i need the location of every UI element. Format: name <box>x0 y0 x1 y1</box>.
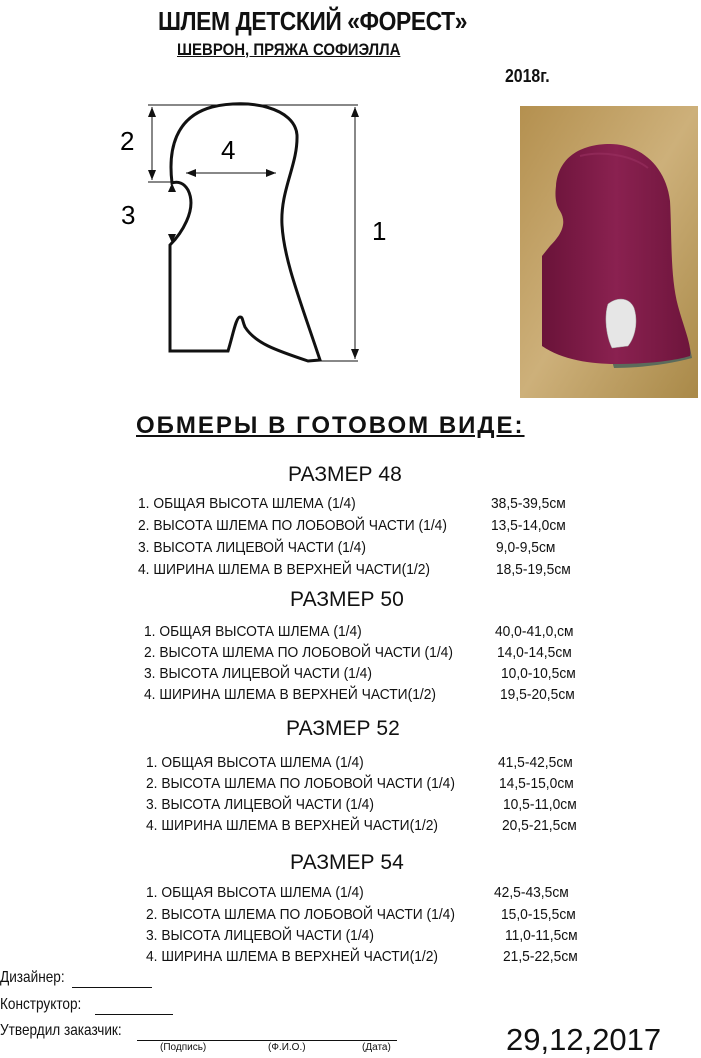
constructor-label: Конструктор: <box>0 996 82 1013</box>
size-52-row-2 <box>146 775 606 795</box>
row-label: 2. ВЫСОТА ШЛЕМА ПО ЛОБОВОЙ ЧАСТИ (1/4) <box>144 644 453 661</box>
row-value: 14,5-15,0см <box>499 775 574 792</box>
designer-label: Дизайнер: <box>0 969 65 986</box>
size-48-row-4 <box>138 561 598 581</box>
row-value: 21,5-22,5см <box>503 948 578 965</box>
diagram-label-2: 2 <box>120 126 135 156</box>
row-label: 4. ШИРИНА ШЛЕМА В ВЕРХНЕЙ ЧАСТИ(1/2) <box>144 686 436 703</box>
row-value: 19,5-20,5см <box>500 686 575 703</box>
care-tag <box>606 299 636 348</box>
size-50-row-3 <box>144 665 604 685</box>
row-label: 4. ШИРИНА ШЛЕМА В ВЕРХНЕЙ ЧАСТИ(1/2) <box>138 561 430 578</box>
signature-caption: (Подпись) <box>160 1042 207 1053</box>
name-caption: (Ф.И.О.) <box>268 1042 306 1053</box>
row-label: 1. ОБЩАЯ ВЫСОТА ШЛЕМА (1/4) <box>146 884 364 901</box>
arrow-1-bottom <box>351 349 359 359</box>
size-52-row-4 <box>146 817 606 837</box>
size-52-row-3 <box>146 796 606 816</box>
row-label: 3. ВЫСОТА ЛИЦЕВОЙ ЧАСТИ (1/4) <box>138 539 366 556</box>
document-title: ШЛЕМ ДЕТСКИЙ «ФОРЕСТ» <box>158 6 467 36</box>
row-value: 13,5-14,0см <box>491 517 566 534</box>
arrow-1-top <box>351 107 359 117</box>
date-caption: (Дата) <box>362 1042 391 1053</box>
size-50-row-2 <box>144 644 604 664</box>
approved-label: Утвердил заказчик: <box>0 1022 122 1039</box>
row-label: 3. ВЫСОТА ЛИЦЕВОЙ ЧАСТИ (1/4) <box>146 796 374 813</box>
size-54-row-1 <box>146 884 606 904</box>
size-48-row-3 <box>138 539 598 559</box>
row-value: 42,5-43,5см <box>494 884 569 901</box>
size-54-row-2 <box>146 906 606 926</box>
row-label: 2. ВЫСОТА ШЛЕМА ПО ЛОБОВОЙ ЧАСТИ (1/4) <box>138 517 447 534</box>
row-label: 1. ОБЩАЯ ВЫСОТА ШЛЕМА (1/4) <box>146 754 364 771</box>
size-48-row-2 <box>138 517 598 537</box>
row-label: 3. ВЫСОТА ЛИЦЕВОЙ ЧАСТИ (1/4) <box>144 665 372 682</box>
row-label: 4. ШИРИНА ШЛЕМА В ВЕРХНЕЙ ЧАСТИ(1/2) <box>146 948 438 965</box>
approved-line <box>137 1040 397 1041</box>
size-54-row-4 <box>146 948 606 968</box>
row-value: 14,0-14,5см <box>497 644 572 661</box>
row-value: 18,5-19,5см <box>496 561 571 578</box>
row-value: 20,5-21,5см <box>502 817 577 834</box>
row-value: 40,0-41,0,см <box>495 623 574 640</box>
size-54-title: РАЗМЕР 54 <box>290 851 404 874</box>
row-value: 10,0-10,5см <box>501 665 576 682</box>
size-50-row-1 <box>144 623 604 643</box>
row-value: 10,5-11,0см <box>503 796 577 813</box>
size-48-row-1 <box>138 495 598 515</box>
document-date: 29,12,2017 <box>506 1022 662 1057</box>
row-value: 11,0-11,5см <box>505 927 578 944</box>
diagram-label-4: 4 <box>221 135 236 165</box>
document-year: 2018г. <box>505 66 550 86</box>
row-value: 9,0-9,5см <box>496 539 556 556</box>
row-value: 38,5-39,5см <box>491 495 566 512</box>
row-label: 1. ОБЩАЯ ВЫСОТА ШЛЕМА (1/4) <box>144 623 362 640</box>
size-54-row-3 <box>146 927 606 947</box>
row-value: 41,5-42,5см <box>498 754 573 771</box>
row-label: 2. ВЫСОТА ШЛЕМА ПО ЛОБОВОЙ ЧАСТИ (1/4) <box>146 906 455 923</box>
size-52-title: РАЗМЕР 52 <box>286 717 400 740</box>
size-50-title: РАЗМЕР 50 <box>290 588 404 611</box>
size-48-title: РАЗМЕР 48 <box>288 463 402 486</box>
row-label: 1. ОБЩАЯ ВЫСОТА ШЛЕМА (1/4) <box>138 495 356 512</box>
row-value: 15,0-15,5см <box>501 906 576 923</box>
size-52-row-1 <box>146 754 606 774</box>
pattern-outline <box>170 104 320 361</box>
document-subtitle: ШЕВРОН, ПРЯЖА СОФИЭЛЛА <box>177 40 401 59</box>
measurements-heading: ОБМЕРЫ В ГОТОВОМ ВИДЕ: <box>136 412 525 439</box>
designer-line <box>72 987 152 988</box>
product-photo <box>520 106 698 398</box>
pattern-diagram <box>100 95 400 370</box>
size-50-row-4 <box>144 686 604 706</box>
row-label: 2. ВЫСОТА ШЛЕМА ПО ЛОБОВОЙ ЧАСТИ (1/4) <box>146 775 455 792</box>
constructor-line <box>95 1014 173 1015</box>
diagram-label-1: 1 <box>372 216 387 246</box>
row-label: 4. ШИРИНА ШЛЕМА В ВЕРХНЕЙ ЧАСТИ(1/2) <box>146 817 438 834</box>
diagram-label-3: 3 <box>121 200 136 230</box>
row-label: 3. ВЫСОТА ЛИЦЕВОЙ ЧАСТИ (1/4) <box>146 927 374 944</box>
